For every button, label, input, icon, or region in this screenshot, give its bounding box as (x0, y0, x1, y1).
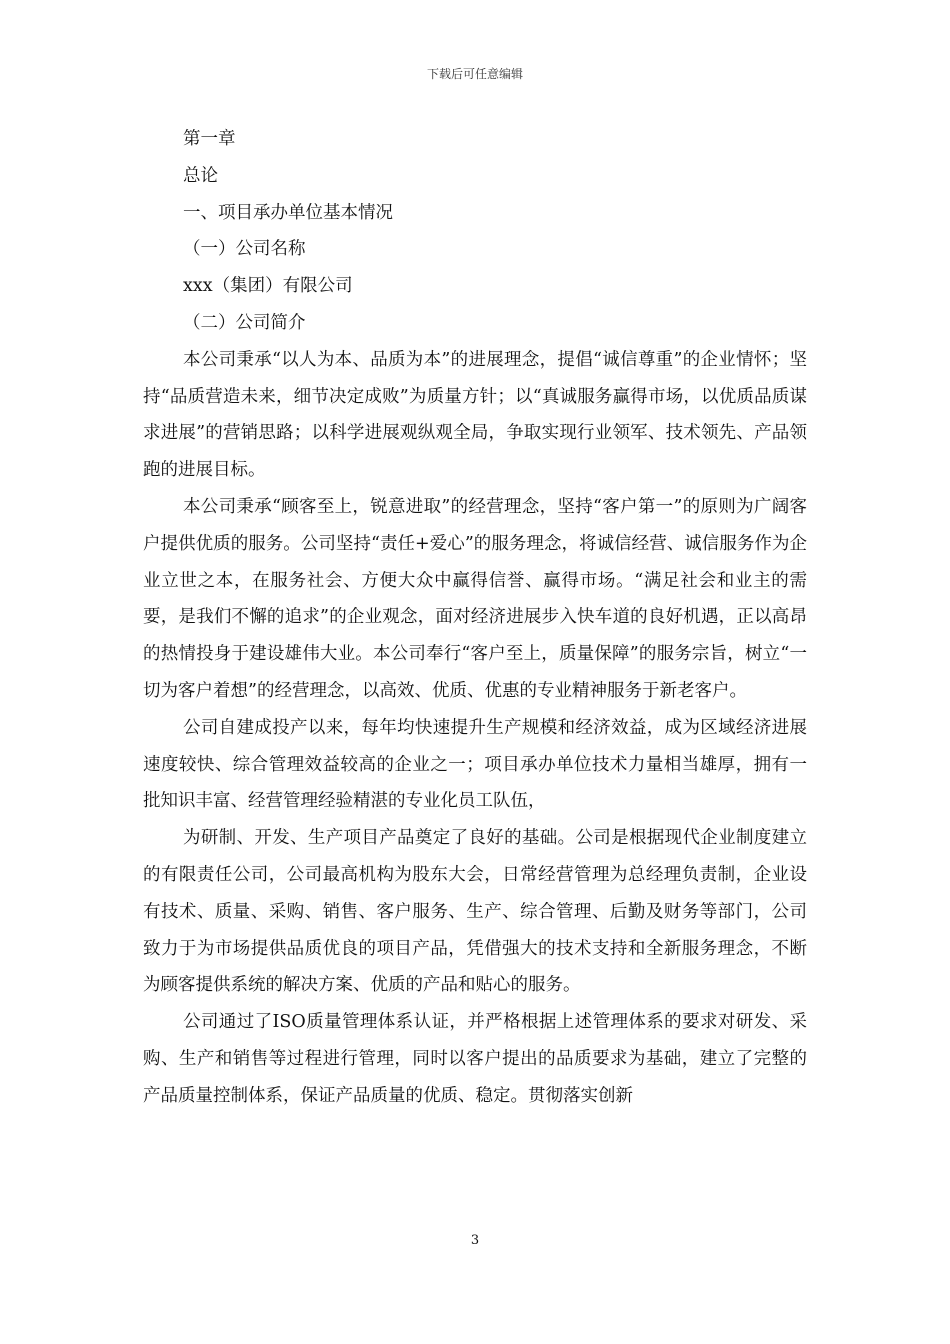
paragraph: 本公司秉承“顾客至上，锐意进取”的经营理念，坚持“客户第一”的原则为广阔客户提供优质的服务。公司坚持“责任+爱心”的服务理念，将诚信经营、诚信服务作为企业立世之本，在服务社会、方便大众中赢得信誉、赢得市场。“满足社会和业主的需要，是我们不懈的追求”的企业观念，面对经济进展步入快车道的良好机遇，正以高昂的热情投身于建设雄伟大业。本公司奉行“客户至上，质量保障”的服务宗旨，树立“一切为客户着想”的经营理念，以高效、优质、优惠的专业精神服务于新老客户。 (143, 496, 807, 701)
paragraph: 为研制、开发、生产项目产品奠定了良好的基础。公司是根据现代企业制度建立的有限责任公司，公司最高机构为股东大会，日常经营管理为总经理负责制，企业设有技术、质量、采购、销售、客户服务、生产、综合管理、后勤及财务等部门，公司致力于为市场提供品质优良的项目产品，凭借强大的技术支持和全新服务理念，不断为顾客提供系统的解决方案、优质的产品和贴心的服务。 (143, 828, 807, 996)
company-name: xxx（集团）有限公司 (183, 276, 353, 297)
subsection-company-name: （一）公司名称 (183, 239, 306, 260)
document-body (143, 121, 807, 1115)
subsection-company-profile: （二）公司简介 (183, 312, 306, 333)
paragraph: 本公司秉承“以人为本、品质为本”的进展理念，提倡“诚信尊重”的企业情怀；坚持“品质营造未来，细节决定成败”为质量方针；以“真诚服务赢得市场，以优质品质谋求进展”的营销思路；以科学进展观纵观全局，争取实现行业领军、技术领先、产品领跑的进展目标。 (143, 349, 807, 481)
paragraph: 公司自建成投产以来，每年均快速提升生产规模和经济效益，成为区域经济进展速度较快、综合管理效益较高的企业之一；项目承办单位技术力量相当雄厚，拥有一批知识丰富、经营管理经验精湛的专业化员工队伍， (143, 717, 807, 812)
chapter-number: 第一章 (183, 129, 236, 149)
page-header-note: 下载后可任意编辑 (426, 67, 523, 81)
chapter-title: 总论 (183, 165, 218, 186)
page-number: 3 (470, 1233, 480, 1248)
paragraph: 公司通过了ISO质量管理体系认证，并严格根据上述管理体系的要求对研发、采购、生产和销售等过程进行管理，同时以客户提出的品质要求为基础，建立了完整的产品质量控制体系，保证产品质量的优质、稳定。贯彻落实创新 (143, 1012, 807, 1106)
section-title: 一、项目承办单位基本情况 (183, 202, 393, 223)
